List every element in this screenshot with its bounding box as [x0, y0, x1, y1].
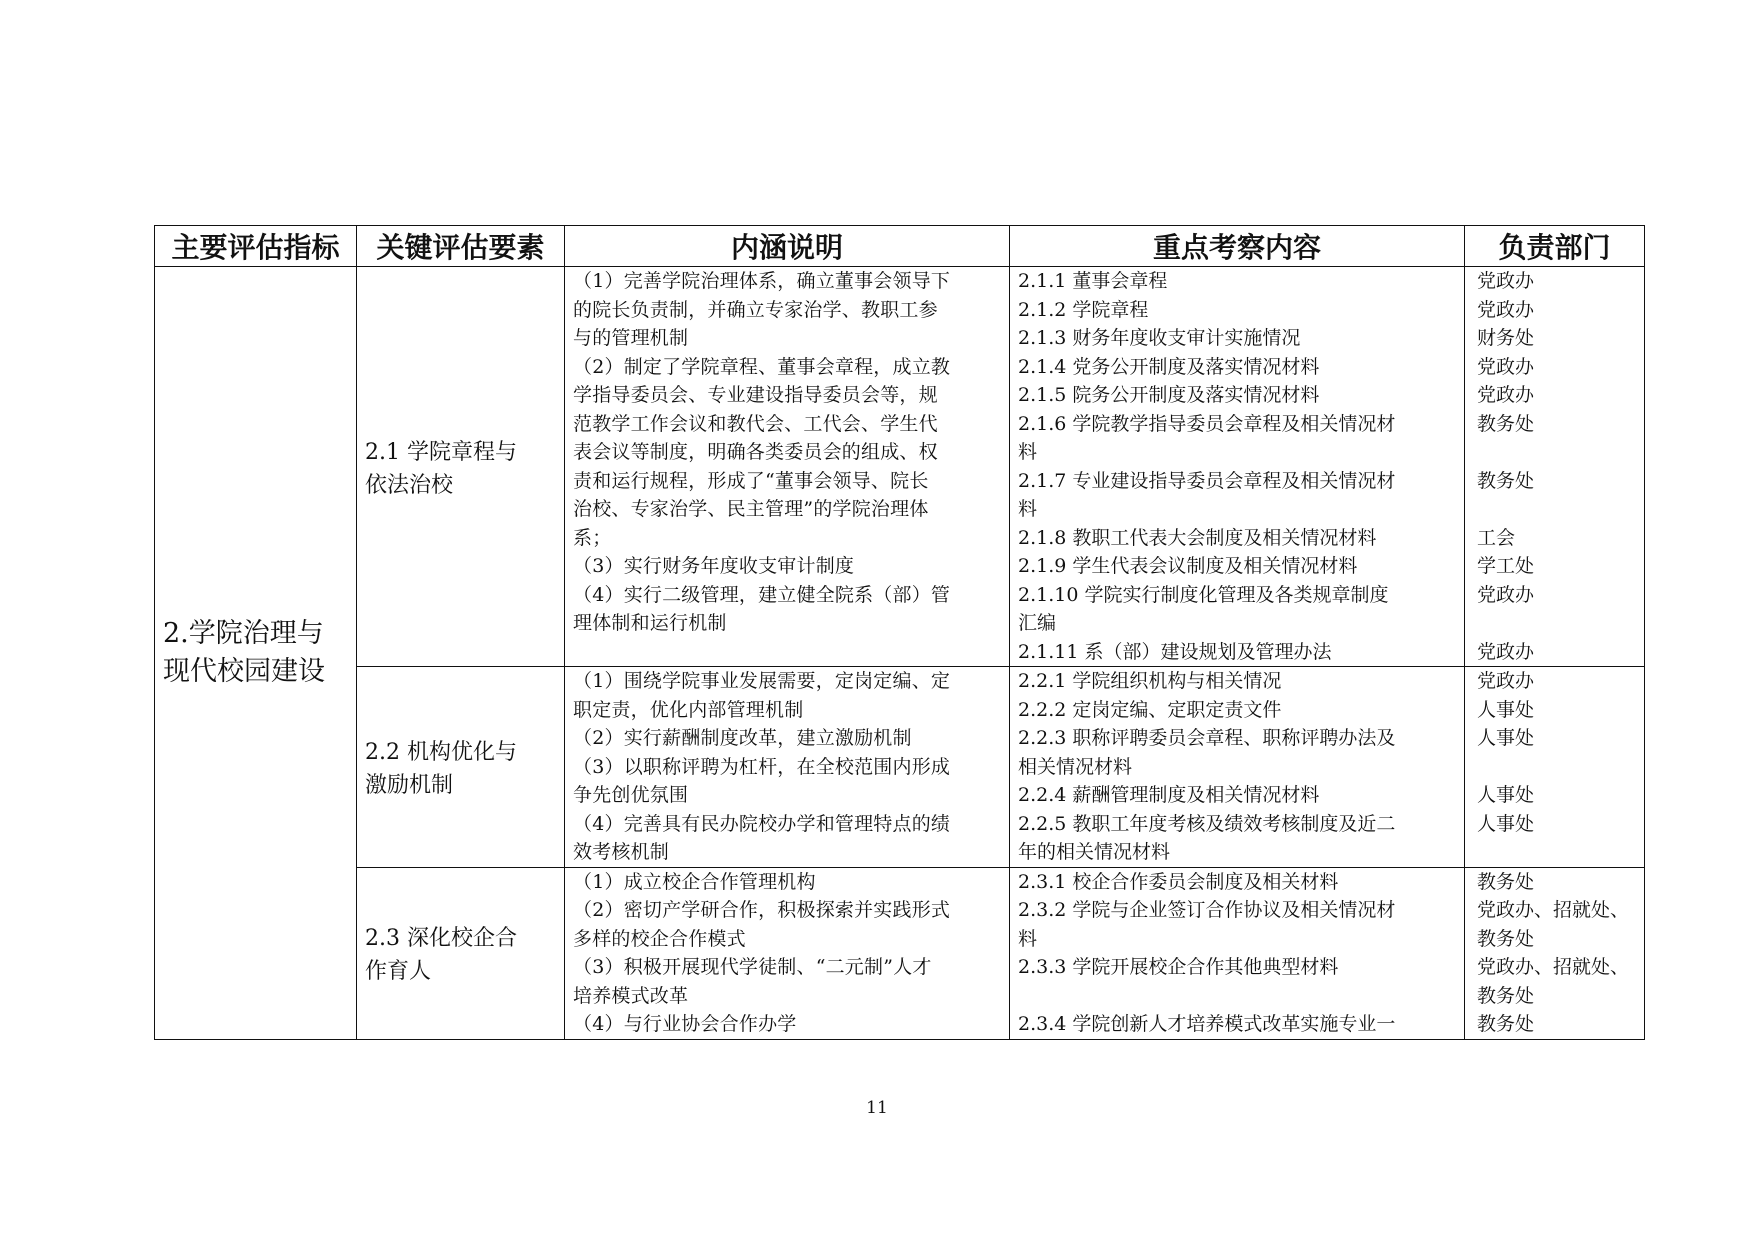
- key-element-line: 2.1 学院章程与: [365, 439, 517, 465]
- focus-content-cell: [1010, 667, 1465, 868]
- description-line: 与的管理机制: [573, 327, 689, 349]
- description-cell: [565, 267, 1010, 667]
- key-element-cell: [357, 267, 565, 667]
- description-cell: [565, 867, 1010, 1039]
- description-line: 理体制和运行机制: [573, 612, 727, 634]
- focus-content-line: 2.1.2 学院章程: [1018, 298, 1149, 321]
- department-line: 教务处: [1477, 927, 1535, 950]
- header-focus-content: 重点考察内容: [1010, 226, 1465, 267]
- department-cell: [1465, 267, 1645, 667]
- key-element-cell: [357, 867, 565, 1039]
- focus-content-line: [1018, 982, 1456, 1011]
- department-line: 党政办、招就处、: [1477, 899, 1630, 921]
- description-lines: [573, 868, 1001, 1039]
- table-body: [155, 267, 1645, 1040]
- header-main-indicator: 主要评估指标: [155, 226, 357, 267]
- description-line: （4）与行业协会合作办学: [573, 1013, 797, 1035]
- focus-content-line: 2.1.8 教职工代表大会制度及相关情况材料: [1018, 526, 1377, 549]
- main-indicator-line: 现代校园建设: [163, 655, 325, 687]
- focus-content-line: 2.2.3 职称评聘委员会章程、职称评聘办法及: [1018, 727, 1396, 749]
- department-line: 学工处: [1477, 555, 1535, 577]
- main-indicator-cell: [155, 267, 357, 1040]
- department-line: [1473, 838, 1636, 867]
- page-number: 11: [866, 1098, 888, 1118]
- table-row: [155, 867, 1645, 1039]
- department-line: 工会: [1477, 526, 1516, 549]
- description-line: （3）以职称评聘为杠杆，在全校范围内形成: [573, 755, 951, 778]
- description-line: 多样的校企合作模式: [573, 927, 746, 950]
- focus-content-line: 2.1.10 学院实行制度化管理及各类规章制度: [1018, 583, 1389, 606]
- description-line: 学指导委员会、专业建设指导委员会等，规: [573, 384, 938, 406]
- department-line: 党政办: [1477, 384, 1535, 406]
- department-line: 教务处: [1477, 1013, 1535, 1035]
- table-row: [155, 267, 1645, 667]
- department-line: 教务处: [1477, 984, 1535, 1007]
- description-line: 职定责，优化内部管理机制: [573, 698, 804, 721]
- focus-content-line: 2.3.4 学院创新人才培养模式改革实施专业一: [1018, 1013, 1396, 1035]
- department-line: 人事处: [1477, 727, 1535, 749]
- description-line: 的院长负责制，并确立专家治学、教职工参: [573, 298, 938, 321]
- department-line: 教务处: [1477, 412, 1535, 435]
- description-line: 治校、专家治学、民主管理”的学院治理体: [573, 498, 929, 520]
- description-lines: [573, 267, 1001, 666]
- focus-content-line: 2.1.4 党务公开制度及落实情况材料: [1018, 355, 1320, 378]
- department-cell: [1465, 867, 1645, 1039]
- department-lines: [1473, 667, 1636, 867]
- department-line: 人事处: [1477, 698, 1535, 721]
- department-line: 教务处: [1477, 469, 1535, 492]
- description-line: （2）密切产学研合作，积极探索并实践形式: [573, 899, 951, 921]
- department-lines: [1473, 868, 1636, 1039]
- department-line: 党政办: [1477, 298, 1535, 321]
- department-line: [1473, 495, 1636, 524]
- key-element-line: 2.3 深化校企合: [365, 926, 517, 951]
- department-line: 党政办: [1477, 583, 1535, 606]
- description-line: （1）成立校企合作管理机构: [573, 870, 816, 893]
- focus-content-line: 2.1.3 财务年度收支审计实施情况: [1018, 327, 1301, 349]
- focus-content-line: 2.2.4 薪酬管理制度及相关情况材料: [1018, 784, 1320, 806]
- description-line: 范教学工作会议和教代会、工代会、学生代: [573, 412, 938, 435]
- department-line: 财务处: [1477, 327, 1535, 349]
- description-line: （3）实行财务年度收支审计制度: [573, 555, 855, 577]
- description-line: （1）完善学院治理体系，确立董事会领导下: [573, 270, 951, 292]
- focus-content-line: 2.1.1 董事会章程: [1018, 270, 1168, 292]
- focus-content-line: 料: [1018, 441, 1038, 463]
- key-element-line: 依法治校: [365, 472, 454, 498]
- key-element-line: 激励机制: [365, 772, 454, 798]
- description-cell: [565, 667, 1010, 868]
- focus-content-line: 2.3.2 学院与企业签订合作协议及相关情况材: [1018, 899, 1396, 921]
- description-line: [573, 638, 1001, 667]
- department-line: [1473, 438, 1636, 467]
- description-line: 争先创优氛围: [573, 784, 689, 806]
- focus-content-line: 2.2.1 学院组织机构与相关情况: [1018, 670, 1282, 692]
- header-key-element: 关键评估要素: [357, 226, 565, 267]
- description-line: （3）积极开展现代学徒制、“二元制”人才: [573, 956, 932, 978]
- department-line: 教务处: [1477, 870, 1535, 893]
- header-description: 内涵说明: [565, 226, 1010, 267]
- focus-content-line: 2.3.3 学院开展校企合作其他典型材料: [1018, 956, 1339, 978]
- key-element-line: 2.2 机构优化与: [365, 739, 517, 765]
- table-row: [155, 667, 1645, 868]
- focus-content-line: 料: [1018, 927, 1038, 950]
- department-lines: [1473, 267, 1636, 666]
- description-line: （4）实行二级管理，建立健全院系（部）管: [573, 583, 951, 606]
- focus-content-line: 2.1.5 院务公开制度及落实情况材料: [1018, 384, 1320, 406]
- focus-content-cell: [1010, 867, 1465, 1039]
- description-line: （4）完善具有民办院校办学和管理特点的绩: [573, 812, 951, 835]
- focus-content-line: 2.1.11 系（部）建设规划及管理办法: [1018, 640, 1332, 663]
- key-element-line: 作育人: [365, 959, 432, 984]
- header-department: 负责部门: [1465, 226, 1645, 267]
- focus-content-line: 2.1.9 学生代表会议制度及相关情况材料: [1018, 555, 1358, 577]
- focus-content-line: 年的相关情况材料: [1018, 841, 1171, 863]
- description-line: （2）制定了学院章程、董事会章程，成立教: [573, 355, 951, 378]
- department-line: 党政办: [1477, 270, 1535, 292]
- focus-content-lines: [1018, 868, 1456, 1039]
- evaluation-table: [154, 225, 1645, 1040]
- focus-content-lines: [1018, 667, 1456, 867]
- department-line: [1473, 609, 1636, 638]
- description-line: 效考核机制: [573, 841, 670, 863]
- description-line: 系；: [573, 526, 612, 549]
- description-line: 责和运行规程，形成了“董事会领导、院长: [573, 469, 929, 492]
- focus-content-line: 2.1.6 学院教学指导委员会章程及相关情况材: [1018, 412, 1396, 435]
- department-line: 党政办: [1477, 355, 1535, 378]
- description-line: （1）围绕学院事业发展需要，定岗定编、定: [573, 670, 951, 692]
- focus-content-line: 2.2.2 定岗定编、定职定责文件: [1018, 698, 1282, 721]
- department-line: [1473, 753, 1636, 782]
- focus-content-line: 2.3.1 校企合作委员会制度及相关材料: [1018, 870, 1339, 893]
- focus-content-line: 汇编: [1018, 612, 1057, 634]
- focus-content-line: 2.2.5 教职工年度考核及绩效考核制度及近二: [1018, 812, 1396, 835]
- focus-content-line: 料: [1018, 498, 1038, 520]
- department-line: 人事处: [1477, 784, 1535, 806]
- description-line: （2）实行薪酬制度改革，建立激励机制: [573, 727, 912, 749]
- department-line: 党政办: [1477, 670, 1535, 692]
- focus-content-lines: [1018, 267, 1456, 666]
- focus-content-cell: [1010, 267, 1465, 667]
- department-line: 人事处: [1477, 812, 1535, 835]
- header-row: [155, 226, 1645, 267]
- description-lines: [573, 667, 1001, 867]
- main-indicator-line: 2.学院治理与: [163, 617, 324, 649]
- department-line: 党政办、招就处、: [1477, 956, 1630, 978]
- focus-content-line: 相关情况材料: [1018, 755, 1133, 778]
- description-line: 培养模式改革: [573, 984, 689, 1007]
- department-line: 党政办: [1477, 640, 1535, 663]
- focus-content-line: 2.1.7 专业建设指导委员会章程及相关情况材: [1018, 469, 1396, 492]
- key-element-cell: [357, 667, 565, 868]
- department-cell: [1465, 667, 1645, 868]
- description-line: 表会议等制度，明确各类委员会的组成、权: [573, 441, 938, 463]
